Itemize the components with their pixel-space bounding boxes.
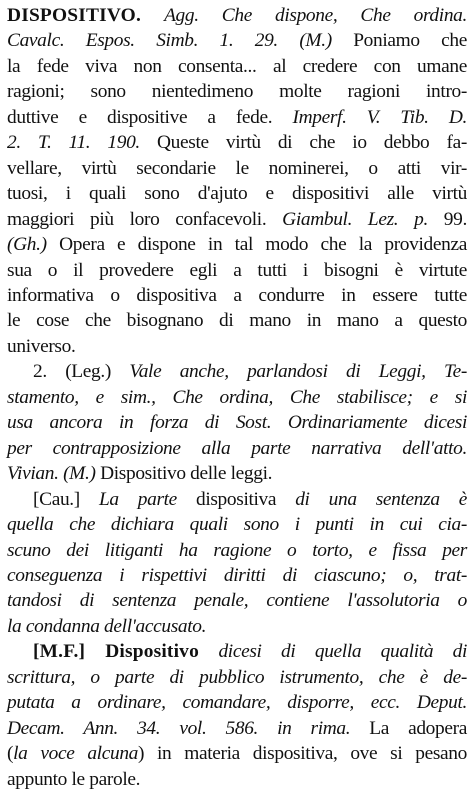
italic-text: (Gh.) xyxy=(7,234,47,256)
text-line xyxy=(7,665,467,690)
text-run: dispositiva xyxy=(176,488,296,510)
italic-text: per contrapposizione alla parte narrativa dell'atto. xyxy=(7,437,467,459)
text-run: maggiori più loro confacevoli. xyxy=(7,208,283,230)
text-line xyxy=(7,767,467,792)
text-line xyxy=(7,258,467,283)
text-run: tuosi, i quali sono d'ajuto e dispositivi alle virtù xyxy=(7,183,467,205)
text-run: 2. (Leg.) xyxy=(33,361,130,383)
italic-text: Giambul. Lez. p. xyxy=(282,208,428,230)
text-line xyxy=(7,385,467,410)
headword-text: [M.F.] xyxy=(33,641,106,663)
italic-text: usa ancora in forza di Sost. Ordinariamente dicesi xyxy=(7,412,467,434)
italic-text: Vale anche, parlandosi di Leggi, Te- xyxy=(129,361,467,383)
text-line xyxy=(7,741,467,766)
text-run xyxy=(141,5,164,26)
italic-text: la condanna dell'accusato. xyxy=(7,615,207,637)
text-line xyxy=(7,3,467,28)
text-line xyxy=(7,79,467,104)
italic-text: scrittura, o parte di pubblico istrumento, che è de- xyxy=(7,666,467,688)
text-line xyxy=(7,156,467,181)
text-run: appunto le parole. xyxy=(7,768,141,790)
italic-text: tandosi di sentenza penale, contiene l'assolutoria o xyxy=(7,590,467,612)
text-line xyxy=(7,461,467,486)
text-run: ( xyxy=(7,743,14,765)
text-run: ragioni; sono nientedimeno molte ragioni intro- xyxy=(7,81,467,103)
text-line xyxy=(7,639,467,664)
text-line xyxy=(7,614,467,639)
text-run: Poniamo che xyxy=(331,30,468,52)
text-line xyxy=(7,690,467,715)
text-run: Dispositivo delle leggi. xyxy=(95,463,273,485)
text-line xyxy=(7,308,467,333)
italic-text: Vivian. (M.) xyxy=(7,463,96,485)
text-line xyxy=(7,105,467,130)
text-run: le cose che bisognano di mano in mano a questo xyxy=(7,310,467,332)
dictionary-entry-dispositivo xyxy=(7,3,467,792)
headword-text: DISPOSITIVO. xyxy=(7,5,142,26)
text-run: duttive e dispositive a fede. xyxy=(7,106,293,128)
text-run: Queste virtù di che io debbo fa- xyxy=(139,132,467,154)
text-line xyxy=(7,410,467,435)
italic-text: di una sentenza è xyxy=(295,488,467,510)
italic-text: Imperf. V. Tib. D. xyxy=(292,106,467,128)
italic-text: Cavalc. Espos. Simb. 1. 29. (M.) xyxy=(7,30,332,52)
text-line xyxy=(7,487,467,512)
text-run: ) in materia dispositiva, ove si pesano xyxy=(138,743,467,765)
text-line xyxy=(7,563,467,588)
italic-text: 2. T. 11. 190. xyxy=(7,132,140,154)
text-run: [Cau.] xyxy=(33,488,99,510)
text-run: 99. xyxy=(427,208,468,230)
text-line xyxy=(7,130,467,155)
text-line xyxy=(7,512,467,537)
text-line xyxy=(7,232,467,257)
text-run xyxy=(199,641,218,662)
text-run: vellare, virtù secondarie le nominerei, o atti vir- xyxy=(7,157,467,179)
text-run: informativa o dispositiva a condurre in essere tutte xyxy=(7,284,467,306)
italic-text: Decam. Ann. 34. vol. 586. in rima. xyxy=(7,717,351,739)
italic-text: Agg. Che dispone, Che ordina. xyxy=(164,5,468,26)
text-line xyxy=(7,181,467,206)
text-line xyxy=(7,716,467,741)
italic-text: La parte xyxy=(98,488,177,510)
text-run: universo. xyxy=(7,335,76,357)
italic-text: dicesi di quella qualità di xyxy=(218,641,467,663)
text-line xyxy=(7,207,467,232)
text-line xyxy=(7,334,467,359)
italic-text: scuno dei litiganti ha ragione o torto, e fissa per xyxy=(7,539,467,561)
headword-text: Dispositivo xyxy=(105,641,199,663)
text-line xyxy=(7,359,467,384)
text-run: sua o il provedere egli a tutti i bisogni è virtute xyxy=(7,259,467,281)
text-run: la fede viva non consenta... al credere con umane xyxy=(7,55,467,77)
text-line xyxy=(7,54,467,79)
text-line xyxy=(7,28,467,53)
italic-text: putata a ordinare, comandare, disporre, ecc. Deput. xyxy=(7,692,467,714)
italic-text: conseguenza i rispettivi diritti di ciascuno; o, trat- xyxy=(7,564,467,586)
text-line xyxy=(7,436,467,461)
text-run: La adopera xyxy=(350,717,467,739)
text-line xyxy=(7,538,467,563)
text-line xyxy=(7,588,467,613)
text-run: Opera e dispone in tal modo che la providenza xyxy=(46,234,467,256)
italic-text: quella che dichiara quali sono i punti in cui cia- xyxy=(7,514,467,536)
italic-text: la voce alcuna xyxy=(13,743,139,765)
text-line xyxy=(7,283,467,308)
italic-text: stamento, e sim., Che ordina, Che stabilisce; e si xyxy=(7,386,467,408)
